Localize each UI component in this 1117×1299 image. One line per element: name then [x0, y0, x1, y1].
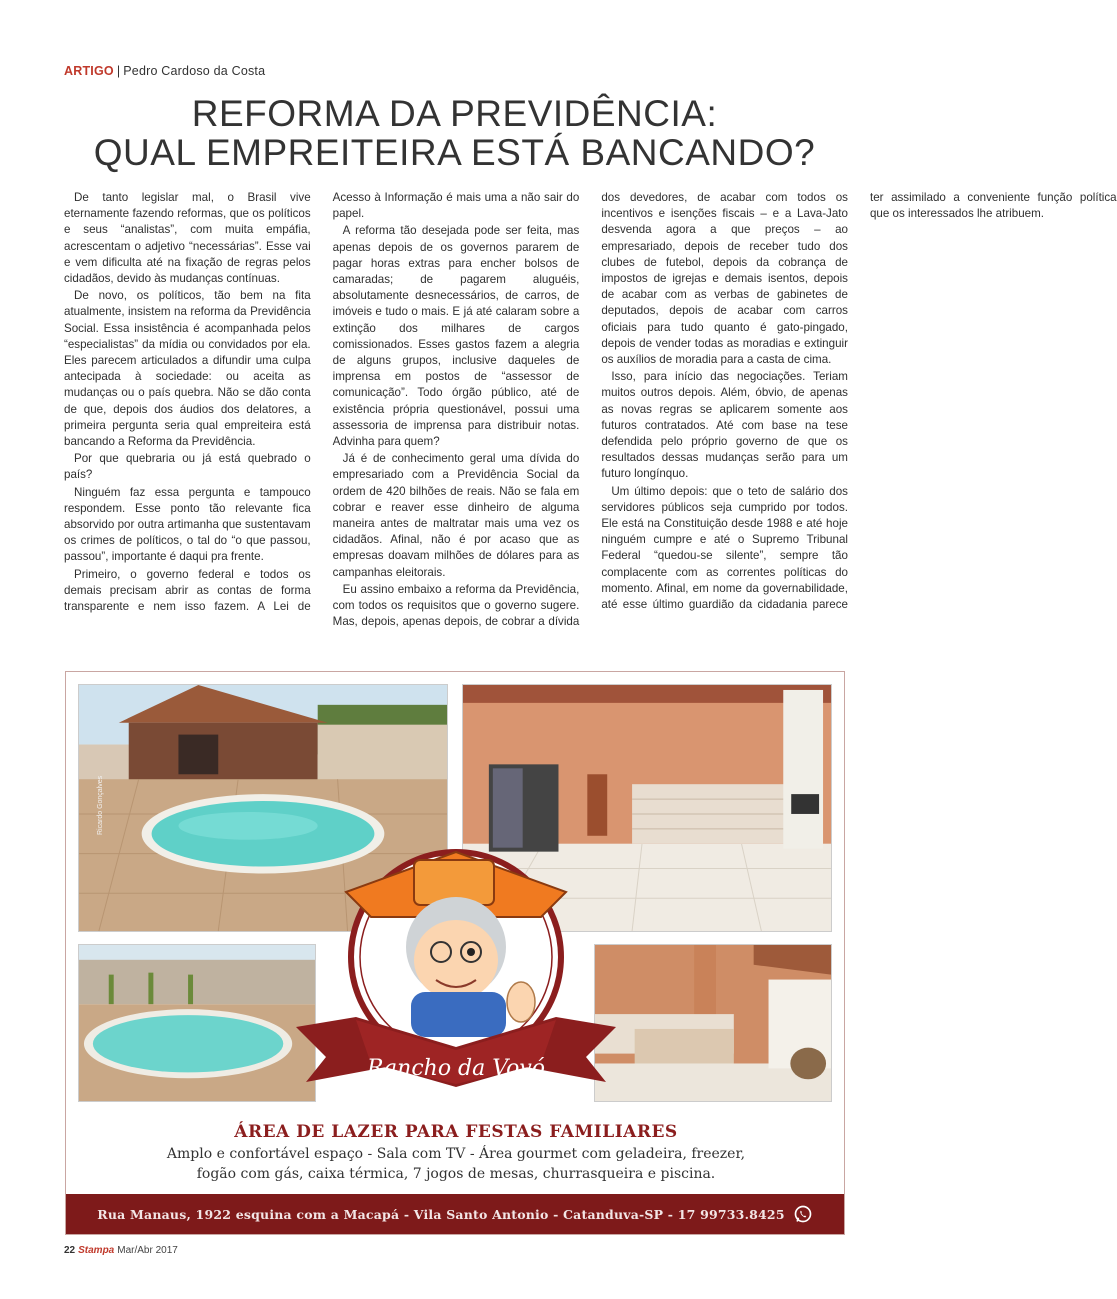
- author-name: Pedro Cardoso da Costa: [123, 64, 266, 78]
- ad-address: Rua Manaus, 1922 esquina com a Macapá - Vila Santo Antonio - Catanduva-SP - 17 99733.8425: [97, 1206, 785, 1222]
- ad-description-line-2: fogão com gás, caixa térmica, 7 jogos de mesas, churrasqueira e piscina.: [196, 1166, 716, 1182]
- article-paragraph: Primeiro, o governo federal e todos os demais precisam abrir as contas de forma transparente e nem isso fazem. A Lei de Acesso à Informação é mais uma a não sair do papel.: [64, 191, 580, 614]
- article-paragraph: Já é de conhecimento geral uma dívida do empresariado com a Previdência Social da ordem de 420 bilhões de reais. Não se fala em cobrar e reaver esse dinheiro de alguma maneira antes de maltratar mais uma vez os cidadãos. Afinal, não é por acaso que as empresas doavam milhões de dólares para as campanhas eleitorais.: [332, 452, 580, 579]
- article-paragraph: A reforma tão desejada pode ser feita, mas apenas depois de os governos pararem de pagar horas extras para encher bolsos de camaradas; de pagarem aluguéis, absolutamente desnecessários, de carros, de imóveis e tudo o mais. E já até calaram sobre a extinção dos milhares de cargos comissionados. Esses gastos fazem a alegria de alguns grupos, inclusive daqueles de imprensa em postos de “assessor de comunicação”. Todo órgão público, até de existência própria questionável, possui uma assessoria de imprensa para distribuir notas. Advinha para quem?: [332, 224, 580, 449]
- article-paragraph: Um último depois: que o teto de salário dos servidores públicos seja cumprido por todos. Ele está na Constituição desde 1988 e até hoje ninguém cumpre e até o Supremo Tribunal Federal “quedou-se silente”, sempre tão complacente com as correntes políticas do momento. Afinal, em nome da governabilidade, até esse último guardião da cidadania parece ter assimilado a conveniente função política que os interessados lhe atribuem.: [601, 191, 1117, 612]
- section-label: ARTIGO: [64, 64, 114, 78]
- headline-line-1: REFORMA DA PREVIDÊNCIA:: [191, 93, 718, 134]
- rancho-da-vovo-logo: [296, 842, 616, 1102]
- ad-contact-bar: [66, 1194, 844, 1234]
- ad-photo-pool: [78, 944, 316, 1102]
- article-paragraph: Eu assino embaixo a reforma da Previdência, com todos os requisitos que o governo sugere. Mas, depois, apenas depois, de cobrar a dívida dos devedores, de acabar com todos os incentivos e isenções fiscais – e a Lava-Jato desvenda agora a que preços – ao empresariado, depois de receber tudo dos clubes de futebol, depois da cobrança de impostos de igrejas e demais isentos, depois de acabar com as verbas de gabinetes de deputados, depois de acabar com carros oficiais para tudo quanto é gato-pingado, depois de vender todas as moradias e extinguir os auxílios de moradia para a casta de cima.: [332, 191, 848, 629]
- advertisement: [65, 671, 845, 1235]
- ad-title: ÁREA DE LAZER PARA FESTAS FAMILIARES: [234, 1122, 678, 1142]
- article-paragraph: De novo, os políticos, tão bem na fita atualmente, insistem na reforma da Previdência Social. Essa insistência é acompanhada pelos “especialistas” da mídia ou convidados por ela. Eles parecem articulados a difundir uma culpa antecipada à sociedade: ou aceita as mudanças ou o país quebra. Não se dão conta de que, depois dos áudios dos delatores, a primeira pergunta seria qual empreiteira está bancando a Reforma da Previdência.: [64, 289, 311, 449]
- article-paragraph: De tanto legislar mal, o Brasil vive eternamente fazendo reformas, que os políticos e seus “analistas”, com muita empáfia, acrescentam o adjetivo “necessárias”. Esse vai e vem dificulta até na fixação de regras pelos cidadãos, devido às mudanças contínuas.: [64, 191, 311, 286]
- issue-date: Mar/Abr 2017: [117, 1245, 178, 1256]
- page-number: 22: [64, 1245, 76, 1256]
- whatsapp-icon: [793, 1204, 813, 1224]
- barbecue-area-image: [595, 945, 831, 1101]
- headline-line-2: QUAL EMPREITEIRA ESTÁ BANCANDO?: [93, 132, 816, 173]
- article-body: [64, 190, 1117, 632]
- ad-description-line-1: Amplo e confortável espaço - Sala com TV - Área gourmet com geladeira, freezer,: [166, 1146, 746, 1162]
- article-kicker: [64, 64, 265, 78]
- logo-text: Rancho da Vovó: [366, 1056, 546, 1081]
- pool-image: [79, 945, 315, 1101]
- article-paragraph: Ninguém faz essa pergunta e tampouco respondem. Esse ponto tão relevante fica absorvido por outra artimanha que sustentavam os crimes de políticos, o tal do “o que passou, passou”, importante é daqui pra frente.: [64, 485, 311, 564]
- kicker-separator: |: [116, 64, 121, 78]
- page-footer: [64, 1245, 178, 1256]
- article-paragraph: Isso, para início das negociações. Teriam muitos outros depois. Além, óbvio, de apenas as novas regras se aplicarem somente aos futuros contratados. Até com base na tese defendida pelo próprio governo de que os resultados dessas mudanças serão para um futuro longínquo.: [601, 370, 848, 481]
- photo-credit: Ricardo Gonçalves: [97, 775, 104, 835]
- magazine-brand: Stampa: [78, 1245, 115, 1256]
- article-paragraph: Por que quebraria ou já está quebrado o país?: [64, 452, 311, 482]
- ad-description: [106, 1144, 806, 1184]
- article-headline: [40, 94, 869, 172]
- ad-photo-barbecue: [594, 944, 832, 1102]
